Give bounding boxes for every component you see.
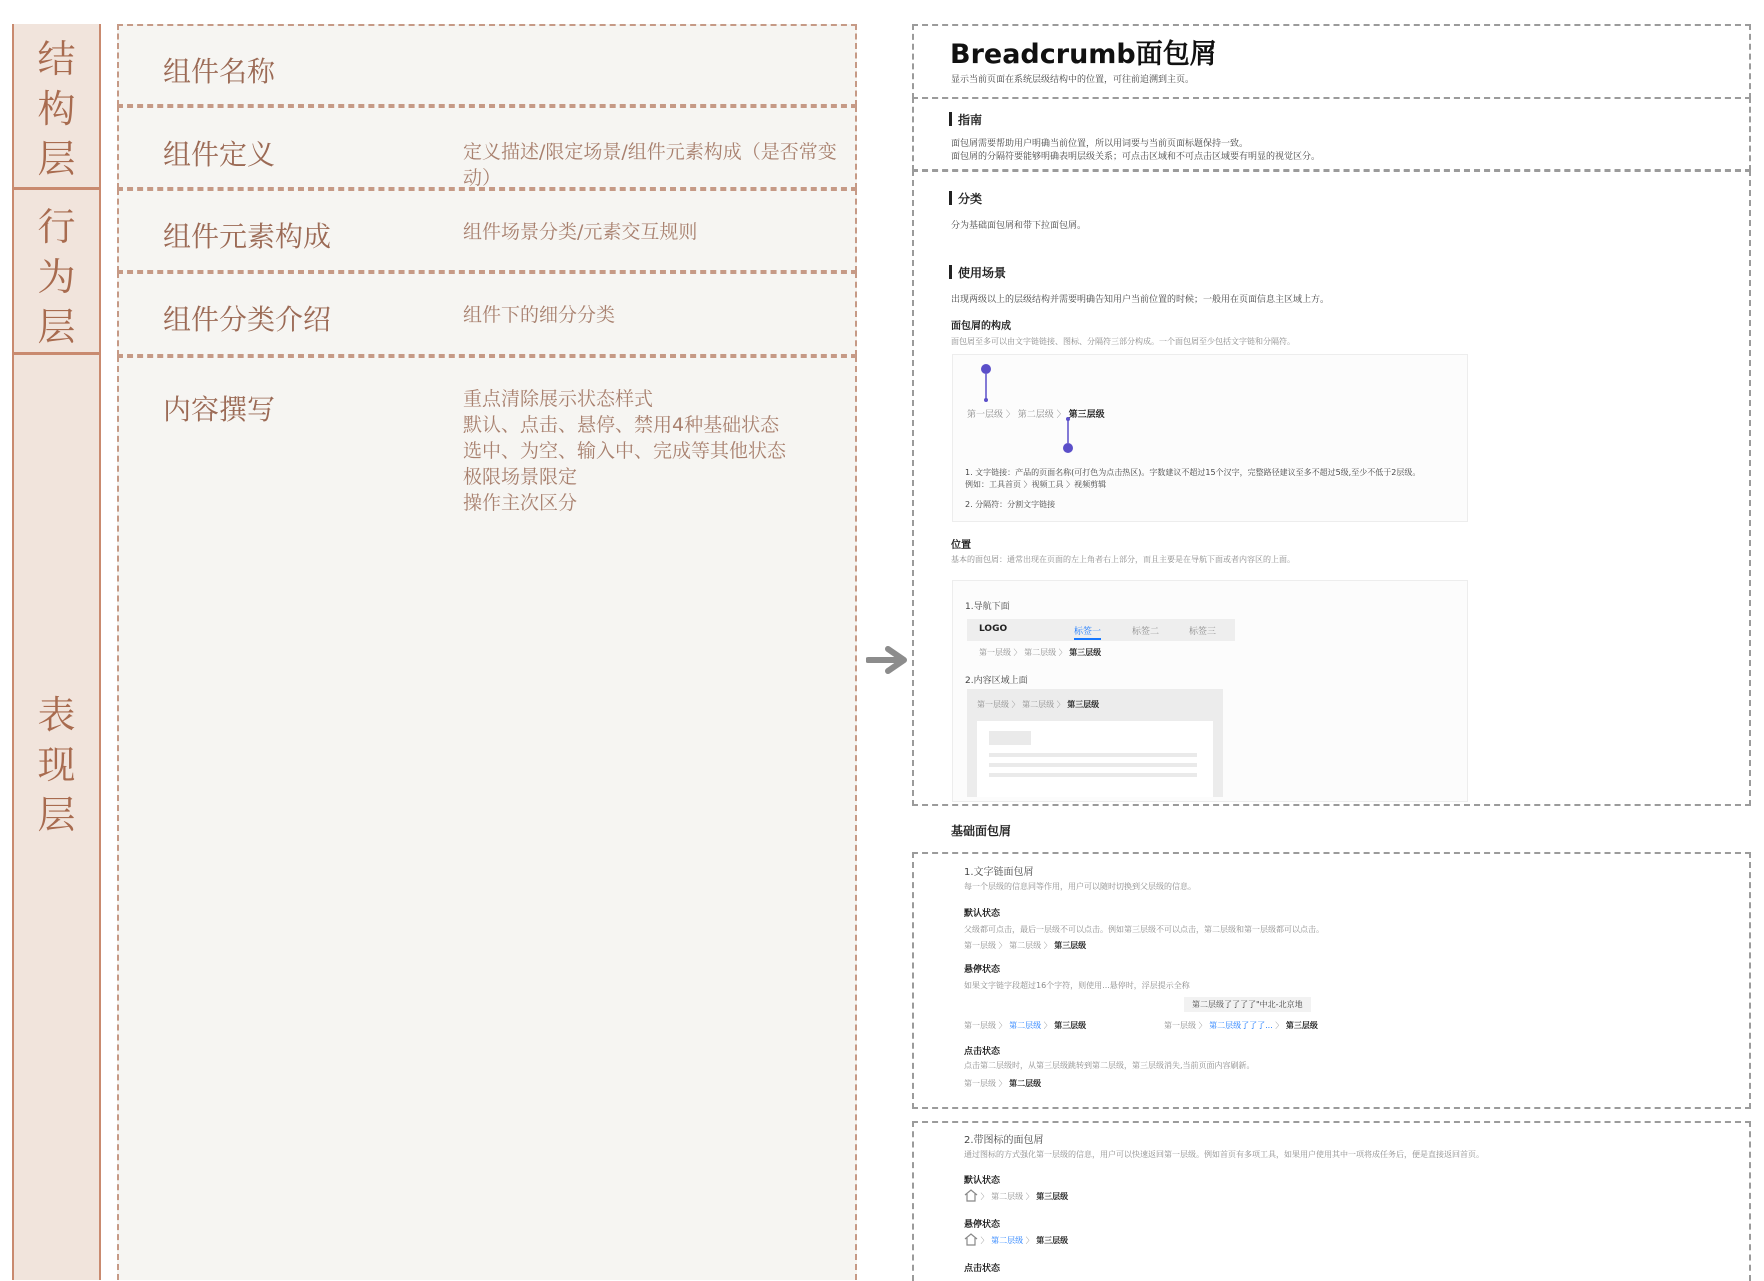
row-desc: 重点清除展示状态样式 默认、点击、悬停、禁用4种基础状态 选中、为空、输入中、完成等其他状态 极限场景限定 操作主次区分 xyxy=(463,388,787,514)
breadcrumb-current: 第三层级 xyxy=(1054,941,1087,950)
breadcrumb-item-hovered[interactable]: 第二层级了了了... xyxy=(1209,1021,1273,1030)
separator-icon: 〉 xyxy=(1043,1021,1052,1030)
basic-breadcrumb-heading: 基础面包屑 xyxy=(951,824,1012,838)
breadcrumb-example xyxy=(977,699,1099,710)
doc-title-section xyxy=(912,24,1751,99)
row-component-elements xyxy=(117,189,857,272)
separator-icon: 〉 xyxy=(998,1021,1007,1030)
category-heading: 分类 xyxy=(949,190,982,207)
breadcrumb-current: 第三层级 xyxy=(1069,648,1102,657)
row-component-definition xyxy=(117,106,857,189)
breadcrumb-item[interactable]: 第一层级 xyxy=(964,1021,996,1030)
separator-icon: 〉 xyxy=(1025,1192,1034,1201)
nav-bar xyxy=(967,619,1235,641)
position-label: 1.导航下面 xyxy=(965,602,1010,612)
icon-breadcrumb-desc: 通过图标的方式强化第一层级的信息，用户可以快速返回第一层级。例如首页有多项工具，如果用户使用其中一项将成任务后，便是直接返回首页。 xyxy=(964,1150,1484,1159)
row-desc: 定义描述/限定场景/组件元素构成（是否常变动） xyxy=(463,141,837,189)
row-title: 组件分类介绍 xyxy=(163,303,332,336)
text-link-desc: 每一个层级的信息同等作用，用户可以随时切换到父层级的信息。 xyxy=(964,882,1196,891)
separator-icon: 〉 xyxy=(998,1079,1007,1088)
composition-note: 例如：工具首页 〉视频工具 〉视频剪辑 xyxy=(965,480,1107,489)
breadcrumb-icon-hover xyxy=(964,1233,1068,1246)
behavior-layer xyxy=(12,190,101,353)
click-state-label: 点击状态 xyxy=(964,1047,1001,1057)
breadcrumb-item[interactable]: 第二层级 xyxy=(991,1192,1024,1201)
breadcrumb-item[interactable]: 第一层级 xyxy=(1164,1021,1196,1030)
row-component-categories xyxy=(117,272,857,356)
logo: LOGO xyxy=(979,624,1008,634)
structure-layer xyxy=(12,24,101,188)
compose-heading: 面包屑的构成 xyxy=(951,321,1011,332)
category-text: 分为基础面包屑和带下拉面包屑。 xyxy=(951,221,1087,231)
row-component-name xyxy=(117,24,857,106)
breadcrumb-item[interactable]: 第一层级 xyxy=(964,1079,996,1088)
row-title: 组件定义 xyxy=(163,138,276,171)
breadcrumb-hover xyxy=(964,1020,1086,1031)
breadcrumb-current: 第二层级 xyxy=(1009,1079,1042,1088)
icon-breadcrumb-section xyxy=(912,1121,1751,1281)
placeholder-block xyxy=(989,731,1031,745)
placeholder-line xyxy=(989,773,1197,777)
content-placeholder xyxy=(977,721,1213,797)
separator-icon: 〉 xyxy=(1056,700,1065,709)
row-content-writing xyxy=(117,356,857,1280)
nav-tab[interactable]: 标签三 xyxy=(1189,627,1217,637)
breadcrumb-item[interactable]: 第一层级 xyxy=(964,941,996,950)
placeholder-line xyxy=(989,753,1197,757)
doc-subtitle: 显示当前页面在系统层级结构中的位置，可往前追溯到主页。 xyxy=(951,75,1195,85)
nav-tab[interactable]: 标签二 xyxy=(1132,627,1160,637)
breadcrumb-example xyxy=(979,647,1101,658)
separator-icon: 〉 xyxy=(1058,648,1067,657)
hover-state-desc: 如果文字链字段超过16个字符，则使用...悬停时，浮层提示全称 xyxy=(964,981,1190,990)
breadcrumb-item[interactable]: 第一层级 xyxy=(977,700,1009,709)
icon-default-label: 默认状态 xyxy=(964,1176,1001,1186)
breadcrumb-current: 第三层级 xyxy=(1036,1192,1069,1201)
row-desc: 组件下的细分分类 xyxy=(463,304,616,326)
behavior-layer-label: 行 为 层 xyxy=(37,205,76,349)
guide-heading: 指南 xyxy=(949,111,982,128)
separator-icon: 〉 xyxy=(1043,941,1052,950)
presentation-layer xyxy=(12,355,101,1280)
breadcrumb-current: 第三层级 xyxy=(1068,410,1105,420)
breadcrumb-current: 第三层级 xyxy=(1067,700,1100,709)
breadcrumb-default xyxy=(964,940,1086,951)
guide-line: 面包屑需要帮助用户明确当前位置，所以用词要与当前页面标题保持一致。 xyxy=(951,139,1249,149)
heading-bar xyxy=(949,191,952,205)
home-icon[interactable] xyxy=(964,1233,978,1246)
content-area xyxy=(967,689,1223,797)
click-state-desc: 点击第二层级时，从第三层级跳转到第二层级，第三层级消失,当前页面内容刷新。 xyxy=(964,1061,1255,1070)
separator-icon: 〉 xyxy=(1025,1236,1034,1245)
guide-section xyxy=(912,97,1751,171)
placeholder-line xyxy=(989,763,1197,767)
icon-hover-label: 悬停状态 xyxy=(964,1220,1001,1230)
tooltip: 第二层级了了了了"中北-北京地 xyxy=(1184,997,1311,1012)
breadcrumb-item[interactable]: 第二层级 xyxy=(1009,941,1042,950)
breadcrumb-current: 第三层级 xyxy=(1036,1236,1069,1245)
breadcrumb-item[interactable]: 第一层级 xyxy=(967,410,1004,420)
icon-click-label: 点击状态 xyxy=(964,1264,1001,1274)
home-icon[interactable] xyxy=(964,1189,978,1202)
row-title: 内容撰写 xyxy=(163,393,276,426)
text-link-section xyxy=(912,852,1751,1109)
heading-bar xyxy=(949,112,952,126)
heading-bar xyxy=(949,265,952,279)
compose-text: 面包屑至多可以由文字链链接、图标、分隔符三部分构成。一个面包屑至少包括文字链和分隔符。 xyxy=(951,337,1295,346)
breadcrumb-item[interactable]: 第一层级 xyxy=(979,648,1011,657)
breadcrumb-item[interactable]: 第二层级 xyxy=(1022,700,1055,709)
breadcrumb-example xyxy=(967,407,1105,420)
breadcrumb-icon-default xyxy=(964,1189,1068,1202)
row-title: 组件名称 xyxy=(163,55,276,88)
position-text: 基本的面包屑：通常出现在页面的左上角者右上部分，而且主要是在导航下面或者内容区的上面。 xyxy=(951,555,1295,564)
text-link-title: 1.文字链面包屑 xyxy=(964,867,1034,878)
position-example-card xyxy=(952,580,1468,802)
default-state-desc: 父级都可点击，最后一层级不可以点击。例如第三层级不可以点击，第二层级和第一层级都可以点击。 xyxy=(964,925,1324,934)
separator-icon: 〉 xyxy=(1011,700,1020,709)
breadcrumb-clicked xyxy=(964,1078,1041,1089)
breadcrumb-current: 第三层级 xyxy=(1054,1021,1087,1030)
presentation-layer-label: 表 现 层 xyxy=(37,693,76,837)
breadcrumb-truncated xyxy=(1164,1020,1318,1031)
overview-section xyxy=(912,170,1751,806)
default-state-label: 默认状态 xyxy=(964,909,1001,919)
scene-text: 出现两级以上的层级结构并需要明确告知用户当前位置的时候；一般用在页面信息主区域上方。 xyxy=(951,295,1330,305)
separator-icon: 〉 xyxy=(1275,1021,1284,1030)
nav-tab[interactable]: 标签一 xyxy=(1074,624,1101,640)
icon-breadcrumb-title: 2.带图标的面包屑 xyxy=(964,1135,1044,1146)
row-desc: 组件场景分类/元素交互规则 xyxy=(463,221,698,243)
separator-icon: 〉 xyxy=(980,1236,989,1245)
doc-title: Breadcrumb面包屑 xyxy=(950,39,1217,70)
row-title: 组件元素构成 xyxy=(163,220,332,253)
composition-example-card xyxy=(952,354,1468,522)
breadcrumb-item-hovered[interactable]: 第二层级 xyxy=(991,1236,1024,1245)
separator-icon: 〉 xyxy=(1005,410,1015,420)
separator-icon: 〉 xyxy=(1198,1021,1207,1030)
composition-note: 1. 文字链接：产品的页面名称(可打色为点击热区)。字数建议不超过15个汉字，完整路径建议至多不超过5级,至少不低于2层级。 xyxy=(965,468,1421,477)
separator-icon: 〉 xyxy=(1013,648,1022,657)
breadcrumb-item-hovered[interactable]: 第二层级 xyxy=(1009,1021,1042,1030)
structure-layer-label: 结 构 层 xyxy=(37,37,76,181)
arrow-right-icon xyxy=(866,645,910,675)
breadcrumb-current: 第三层级 xyxy=(1285,1021,1318,1030)
separator-icon: 〉 xyxy=(998,941,1007,950)
separator-icon: 〉 xyxy=(980,1192,989,1201)
hover-state-label: 悬停状态 xyxy=(964,965,1001,975)
separator-icon: 〉 xyxy=(1056,410,1066,420)
guide-line: 面包屑的分隔符要能够明确表明层级关系；可点击区域和不可点击区域要有明显的视觉区分。 xyxy=(951,152,1321,162)
position-heading: 位置 xyxy=(951,540,971,551)
breadcrumb-item[interactable]: 第二层级 xyxy=(1017,410,1054,420)
breadcrumb-item[interactable]: 第二层级 xyxy=(1024,648,1057,657)
composition-note: 2. 分隔符：分割文字链接 xyxy=(965,500,1056,509)
position-label: 2.内容区域上面 xyxy=(965,676,1028,686)
scene-heading: 使用场景 xyxy=(949,264,1006,281)
